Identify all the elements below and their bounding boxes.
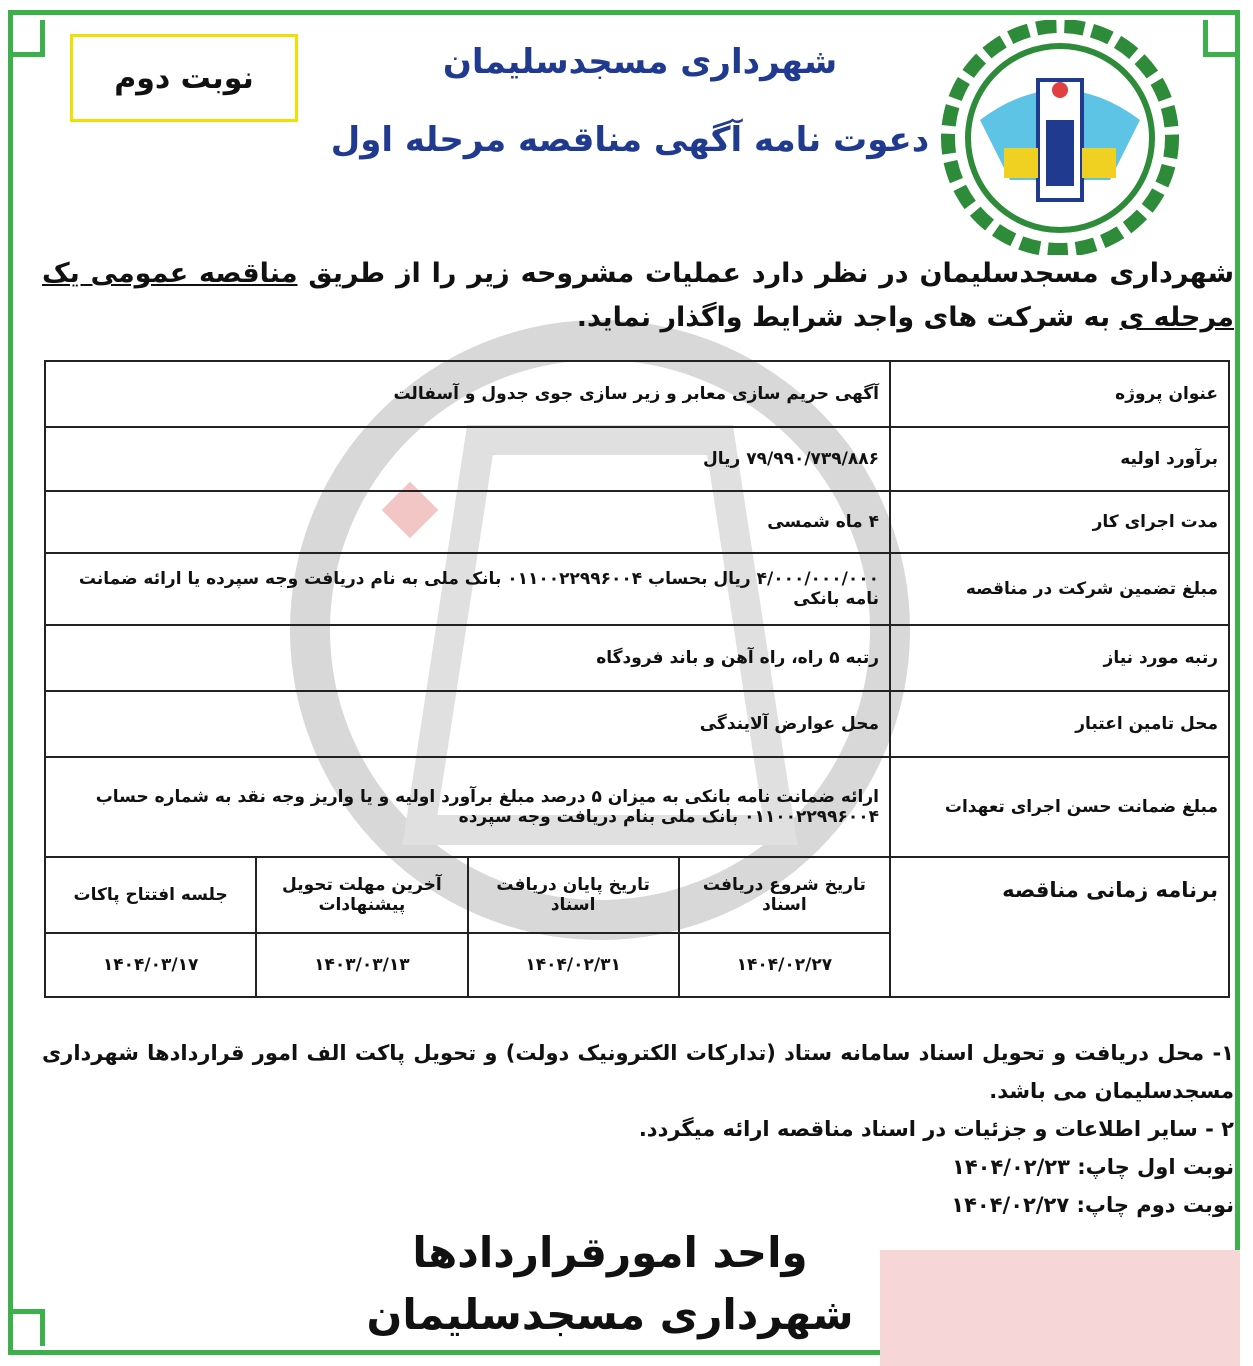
table-row bbox=[45, 625, 1229, 691]
row-label: رتبه مورد نیاز bbox=[890, 625, 1229, 691]
schedule-date: ۱۴۰۴/۰۲/۳۱ bbox=[468, 933, 679, 997]
schedule-date: ۱۴۰۴/۰۲/۲۷ bbox=[679, 933, 890, 997]
schedule-date: ۱۴۰۴/۰۳/۱۷ bbox=[45, 933, 256, 997]
table-row bbox=[45, 691, 1229, 757]
table-row bbox=[45, 361, 1229, 427]
row-label: مبلغ تضمین شرکت در مناقصه bbox=[890, 553, 1229, 625]
note-2: ۲ - سایر اطلاعات و جزئیات در اسناد مناقصه ارائه میگردد. bbox=[638, 1117, 1234, 1141]
row-label: مدت اجرای کار bbox=[890, 491, 1229, 553]
row-value: ارائه ضمانت نامه بانکی به میزان ۵ درصد مبلغ برآورد اولیه و یا واریز وجه نقد به شماره حساب ۰۱۱۰۰۲۲۹۹۶۰۰۴ بانک ملی بنام دریافت وجه سپرده bbox=[45, 757, 890, 857]
table-row bbox=[45, 427, 1229, 491]
second-publication-badge: نوبت دوم bbox=[70, 34, 298, 122]
intro-paragraph bbox=[42, 252, 1234, 340]
schedule-date: ۱۴۰۳/۰۳/۱۳ bbox=[256, 933, 467, 997]
row-value: ۴/۰۰۰/۰۰۰/۰۰۰ ریال بحساب ۰۱۱۰۰۲۲۹۹۶۰۰۴ بانک ملی به نام دریافت وجه سپرده یا ارائه ضمانت نامه بانکی bbox=[45, 553, 890, 625]
notice-title: دعوت نامه آگهی مناقصه مرحله اول bbox=[330, 120, 930, 160]
row-value: رتبه ۵ راه، راه آهن و باند فرودگاه bbox=[45, 625, 890, 691]
frame-corner bbox=[8, 1309, 45, 1346]
note-1: ۱- محل دریافت و تحویل اسناد سامانه ستاد (تدارکات الکترونیک دولت) و تحویل پاکت الف امور قراردادها شهرداری مسجدسلیمان می باشد. bbox=[42, 1041, 1234, 1103]
row-value: ۴ ماه شمسی bbox=[45, 491, 890, 553]
row-label: محل تامین اعتبار bbox=[890, 691, 1229, 757]
schedule-header: آخرین مهلت تحویل پیشنهادات bbox=[256, 857, 467, 933]
row-value: محل عوارض آلایندگی bbox=[45, 691, 890, 757]
table-row bbox=[45, 757, 1229, 857]
intro-text: شهرداری مسجدسلیمان در نظر دارد عملیات مشروحه زیر را از طریق bbox=[297, 258, 1234, 289]
municipality-logo bbox=[940, 20, 1180, 255]
first-print-date: نوبت اول چاپ: ۱۴۰۴/۰۲/۲۳ bbox=[952, 1155, 1234, 1179]
schedule-header: تاریخ پایان دریافت اسناد bbox=[468, 857, 679, 933]
intro-text: به شرکت های واجد شرایط واگذار نماید. bbox=[576, 302, 1120, 333]
tender-details-table bbox=[44, 360, 1230, 998]
schedule-label: برنامه زمانی مناقصه bbox=[890, 857, 1229, 997]
org-title: شهرداری مسجدسلیمان bbox=[442, 42, 838, 82]
intro-underline: مناقصه عمومی یک bbox=[42, 258, 298, 289]
schedule-header: جلسه افتتاح پاکات bbox=[45, 857, 256, 933]
footer-org: شهرداری مسجدسلیمان bbox=[366, 1290, 854, 1339]
footer-unit: واحد امورقراردادها bbox=[412, 1228, 808, 1277]
frame-corner bbox=[8, 20, 45, 57]
intro-underline: مرحله ی bbox=[1119, 302, 1234, 333]
row-value: ۷۹/۹۹۰/۷۳۹/۸۸۶ ریال bbox=[45, 427, 890, 491]
row-value: آگهی حریم سازی معابر و زیر سازی جوی جدول و آسفالت bbox=[45, 361, 890, 427]
table-row bbox=[45, 491, 1229, 553]
row-label: مبلغ ضمانت حسن اجرای تعهدات bbox=[890, 757, 1229, 857]
second-print-date: نوبت دوم چاپ: ۱۴۰۴/۰۲/۲۷ bbox=[951, 1193, 1234, 1217]
notes-section bbox=[42, 1034, 1234, 1224]
row-label: عنوان پروژه bbox=[890, 361, 1229, 427]
schedule-header: تاریخ شروع دریافت اسناد bbox=[679, 857, 890, 933]
frame-corner bbox=[1203, 20, 1240, 57]
schedule-header-row bbox=[45, 857, 1229, 933]
row-label: برآورد اولیه bbox=[890, 427, 1229, 491]
watermark-red-block bbox=[880, 1250, 1240, 1366]
table-row bbox=[45, 553, 1229, 625]
